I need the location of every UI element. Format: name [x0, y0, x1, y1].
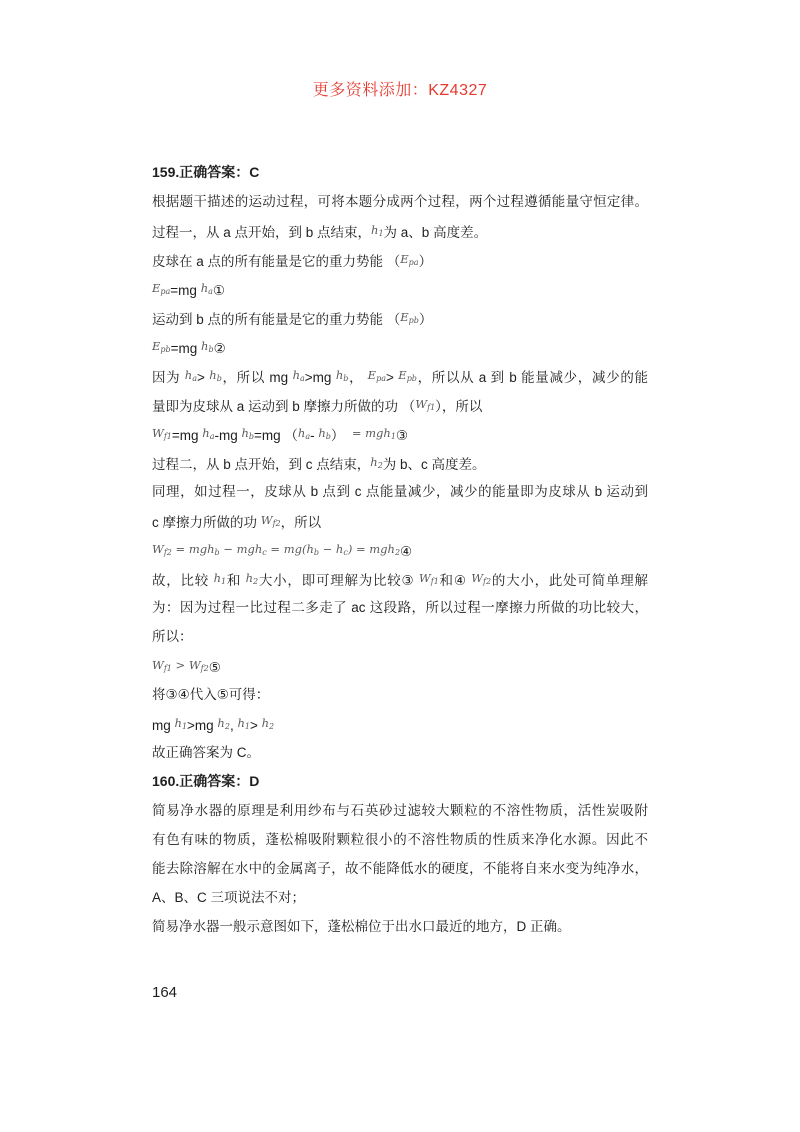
math-expression	[371, 223, 384, 237]
text-run: 为 a、b 高度差。	[383, 225, 488, 240]
math-expression	[209, 368, 222, 382]
text-run: 为 b、c 高度差。	[382, 457, 486, 472]
text-run: mg	[152, 718, 175, 733]
math-expression	[267, 542, 319, 556]
math-symbol: = mgh	[171, 542, 215, 556]
text-run: -mg	[214, 428, 242, 443]
text-run: ）	[330, 428, 349, 443]
math-symbol: h	[174, 716, 182, 730]
math-subscript: f2	[272, 519, 281, 528]
math-subscript: 2	[253, 577, 259, 586]
math-symbol: h	[217, 716, 225, 730]
math-symbol: h	[371, 223, 379, 237]
math-expression	[293, 368, 305, 382]
text-run: ），所以	[435, 399, 483, 414]
text-run: ①	[212, 283, 225, 298]
math-subscript: f2	[483, 577, 492, 586]
text-run: 量即为皮球从 a 运动到 b 摩擦力所做的功 （	[152, 399, 416, 414]
formula-line	[152, 651, 648, 680]
text-run: 的大小，此处可简单理解	[491, 573, 648, 588]
math-expression	[318, 426, 331, 440]
math-subscript: c	[262, 548, 267, 557]
math-subscript: 1	[378, 229, 384, 238]
formula-line	[152, 332, 648, 361]
math-subscript: pb	[406, 374, 417, 383]
math-subscript: 2	[269, 722, 275, 731]
answer-explanation-body	[152, 158, 648, 941]
text-run: 159.正确答案：C	[152, 164, 260, 180]
math-expression	[202, 426, 214, 440]
math-subscript: pa	[160, 287, 171, 296]
math-expression	[348, 426, 396, 440]
math-symbol: h	[200, 281, 209, 295]
math-expression	[415, 397, 435, 411]
math-expression	[185, 368, 197, 382]
text-line	[152, 738, 648, 767]
text-line	[152, 245, 648, 274]
text-run: 简易净水器的原理是利用纱布与石英砂过滤较大颗粒的不溶性物质，活性炭吸附	[152, 803, 648, 818]
math-subscript: a	[192, 374, 197, 383]
math-subscript: 2	[377, 461, 383, 470]
math-symbol: W	[471, 571, 484, 585]
text-run: ，	[348, 370, 368, 385]
text-run: =mg （	[254, 428, 298, 443]
math-symbol: E	[400, 252, 409, 266]
math-expression	[201, 281, 213, 295]
text-line	[152, 216, 648, 245]
math-symbol: = mg(h	[266, 542, 314, 556]
text-line	[152, 796, 648, 825]
text-run: =mg	[170, 283, 201, 298]
text-run: 过程二，从 b 点开始，到 c 点结束，	[152, 457, 371, 472]
math-subscript: pa	[408, 258, 419, 267]
math-symbol: W	[152, 542, 164, 556]
math-expression	[298, 426, 310, 440]
text-run: >mg	[304, 370, 336, 385]
math-symbol: W	[418, 571, 431, 585]
math-subscript: f1	[163, 432, 172, 441]
math-expression	[400, 310, 419, 324]
math-symbol: E	[398, 368, 407, 382]
text-run: c 摩擦力所做的功	[152, 515, 261, 530]
text-line	[152, 825, 648, 854]
math-symbol: E	[400, 310, 409, 324]
math-expression	[152, 426, 172, 440]
text-run: ,	[229, 718, 238, 733]
math-subscript: f1	[427, 403, 436, 412]
text-line	[152, 593, 648, 622]
formula-line	[152, 535, 648, 564]
math-subscript: b	[313, 548, 319, 557]
math-symbol: E	[367, 368, 377, 382]
math-symbol: W	[415, 397, 428, 411]
text-run: 和④	[438, 573, 472, 588]
text-run: 160.正确答案：D	[152, 773, 260, 789]
math-subscript: b	[208, 345, 214, 354]
math-subscript: 1	[181, 722, 188, 731]
math-symbol: h	[292, 368, 301, 382]
math-subscript: b	[214, 548, 220, 557]
math-symbol: h	[335, 368, 344, 382]
text-run: 为：因为过程一比过程二多走了 ac 这段路，所以过程一摩擦力所做的功比较大，	[152, 600, 648, 615]
math-symbol: W	[260, 513, 273, 527]
answer-heading	[152, 158, 648, 187]
math-expression	[152, 542, 172, 556]
text-line	[152, 506, 648, 535]
text-run: ⑤	[208, 660, 221, 675]
math-expression	[368, 368, 386, 382]
math-subscript: b	[248, 432, 255, 441]
math-expression	[336, 368, 349, 382]
math-subscript: f1	[163, 664, 172, 673]
math-symbol: h	[184, 368, 193, 382]
text-line	[152, 303, 648, 332]
text-run: 故正确答案为 C。	[152, 745, 260, 760]
math-subscript: 1	[220, 577, 227, 586]
math-subscript: f2	[200, 664, 209, 673]
math-symbol: = mgh	[348, 426, 391, 440]
math-expression	[400, 252, 418, 266]
math-symbol: > W	[171, 658, 201, 672]
text-run: 和	[226, 573, 246, 588]
math-symbol: h	[370, 455, 378, 469]
text-line	[152, 448, 648, 477]
text-run: >	[249, 718, 262, 733]
math-subscript: b	[216, 374, 222, 383]
formula-line	[152, 709, 648, 738]
math-subscript: a	[209, 432, 215, 441]
math-subscript: b	[325, 432, 331, 441]
math-subscript: a	[208, 287, 213, 296]
math-expression	[348, 542, 400, 556]
text-run: =mg	[171, 428, 203, 443]
math-symbol: h	[209, 368, 217, 382]
math-expression	[261, 513, 281, 527]
math-expression	[419, 571, 439, 585]
formula-line	[152, 419, 648, 448]
text-run: 将③④代入⑤可得：	[152, 687, 270, 702]
math-expression	[398, 368, 417, 382]
text-run: ）	[418, 254, 433, 269]
math-expression	[172, 542, 220, 556]
math-symbol: − mgh	[219, 542, 263, 556]
math-expression	[220, 542, 267, 556]
text-run: 大小，即可理解为比较③	[258, 573, 419, 588]
text-line	[152, 622, 648, 651]
formula-line	[152, 274, 648, 303]
math-symbol: h	[245, 571, 254, 585]
text-run: A、B、C 三项说法不对；	[152, 890, 306, 905]
text-run: ④	[400, 544, 413, 559]
math-symbol: − h	[318, 542, 344, 556]
math-subscript: a	[305, 432, 311, 441]
text-line	[152, 564, 648, 593]
math-subscript: 1	[390, 432, 396, 441]
math-expression	[471, 571, 491, 585]
text-run: ，所以 mg	[221, 370, 293, 385]
text-line	[152, 912, 648, 941]
math-symbol: h	[297, 426, 306, 440]
text-line	[152, 361, 648, 390]
text-run: =mg	[170, 341, 202, 356]
text-run: ③	[395, 428, 409, 443]
text-run: 同理，如过程一，皮球从 b 点到 c 点能量减少，减少的能量即为皮球从 b 运动到	[152, 484, 648, 499]
text-run: ，所以从 a 到 b 能量减少，减少的能	[416, 370, 648, 385]
text-run: ，所以	[280, 515, 322, 530]
math-symbol: h	[213, 571, 221, 585]
math-expression	[319, 542, 348, 556]
text-run: 皮球在 a 点的所有能量是它的重力势能 （	[152, 254, 401, 269]
math-symbol: h	[237, 716, 245, 730]
text-run: -	[310, 428, 319, 443]
text-run: >	[385, 370, 399, 385]
math-expression	[152, 658, 172, 672]
math-expression	[246, 571, 259, 585]
text-line	[152, 390, 648, 419]
math-expression	[262, 716, 275, 730]
text-run: 简易净水器一般示意图如下，蓬松棉位于出水口最近的地方，D 正确。	[152, 919, 571, 934]
text-run: >	[196, 370, 210, 385]
math-expression	[241, 426, 254, 440]
math-expression	[175, 716, 188, 730]
page-number: 164	[152, 984, 178, 1001]
math-expression	[152, 281, 170, 295]
text-run: >mg	[187, 718, 218, 733]
math-symbol: h	[202, 426, 210, 440]
math-subscript: 1	[244, 722, 250, 731]
math-subscript: a	[300, 374, 305, 383]
math-expression	[152, 339, 171, 353]
header-contact-note: 更多资料添加：KZ4327	[312, 82, 488, 99]
text-run: 根据题干描述的运动过程，可将本题分成两个过程，两个过程遵循能量守恒定律。	[152, 194, 648, 209]
math-symbol: ) = mgh	[347, 542, 395, 556]
text-line	[152, 477, 648, 506]
math-expression	[201, 339, 214, 353]
math-expression	[370, 455, 383, 469]
math-subscript: c	[343, 548, 348, 557]
math-symbol: h	[318, 426, 326, 440]
text-run: 能去除溶解在水中的金属离子，故不能降低水的硬度，不能将自来水变为纯净水，	[152, 861, 648, 876]
text-run: 过程一，从 a 点开始，到 b 点结束，	[152, 225, 372, 240]
text-run: ②	[213, 341, 226, 356]
math-symbol: h	[241, 426, 249, 440]
math-symbol: E	[152, 281, 161, 295]
text-run: ）	[418, 312, 433, 327]
math-subscript: f1	[430, 577, 439, 586]
math-subscript: 2	[224, 722, 230, 731]
text-run: 有色有味的物质，蓬松棉吸附颗粒很小的不溶性物质的性质来净化水源。因此不	[152, 832, 648, 847]
math-expression	[172, 658, 209, 672]
answer-heading	[152, 767, 648, 796]
math-symbol: h	[261, 716, 270, 730]
math-expression	[217, 716, 230, 730]
text-run: 因为	[152, 370, 185, 385]
text-line	[152, 883, 648, 912]
math-subscript: b	[343, 374, 349, 383]
text-run: 所以：	[152, 629, 193, 644]
math-symbol: E	[152, 339, 161, 353]
math-subscript: pb	[160, 345, 171, 354]
math-symbol: h	[201, 339, 209, 353]
math-symbol: W	[152, 658, 164, 672]
math-expression	[214, 571, 227, 585]
math-expression	[237, 716, 250, 730]
text-line	[152, 680, 648, 709]
math-subscript: f2	[163, 548, 172, 557]
text-run: 运动到 b 点的所有能量是它的重力势能 （	[152, 312, 401, 327]
text-run: 故，比较	[152, 573, 214, 588]
math-subscript: pb	[408, 316, 419, 325]
math-subscript: 2	[394, 548, 401, 557]
math-subscript: pa	[376, 374, 386, 383]
text-line	[152, 854, 648, 883]
math-symbol: W	[152, 426, 164, 440]
text-line	[152, 187, 648, 216]
